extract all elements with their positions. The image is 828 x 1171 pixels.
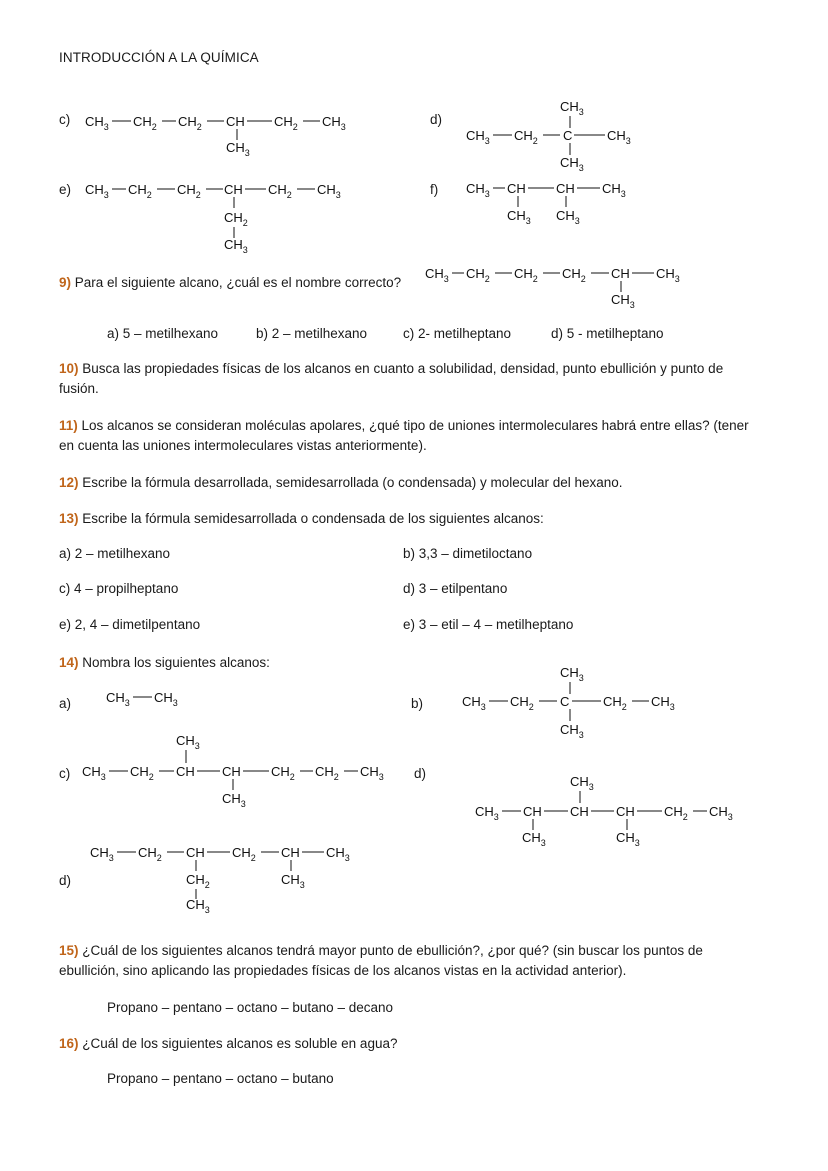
svg-text:CH: CH — [226, 114, 245, 129]
svg-text:C: C — [560, 694, 570, 709]
svg-text:CH3: $CH_3$ — [616, 830, 640, 848]
svg-text:CH2: $CH_2$ — [274, 114, 298, 132]
svg-text:CH3: $CH_3$ — [466, 128, 490, 146]
svg-text:CH2: $CH_2$ — [466, 266, 490, 284]
formula-e — [85, 182, 341, 255]
svg-text:CH2: $CH_2$ — [664, 804, 688, 822]
label-d: d) — [430, 112, 443, 127]
q14-label-b: b) — [411, 696, 424, 711]
q15-list: Propano – pentano – octano – butano – decano — [107, 1000, 393, 1015]
svg-text:CH3: $CH_3$ — [281, 872, 305, 890]
svg-text:CH3: $CH_3$ — [222, 791, 246, 809]
svg-text:CH3: $CH_3$ — [570, 774, 594, 792]
svg-text:CH2: $CH_2$ — [510, 694, 534, 712]
svg-text:CH3: $CH_3$ — [607, 128, 631, 146]
svg-text:CH3: $CH_3$ — [322, 114, 346, 132]
svg-text:C: C — [563, 128, 573, 143]
q13-item-e2: e) 3 – etil – 4 – metilheptano — [403, 617, 574, 632]
svg-text:CH: CH — [176, 764, 195, 779]
q9-option-a: a) 5 – metilhexano — [107, 326, 219, 341]
q9-number: 9) — [59, 275, 72, 290]
formula-q14-d — [475, 774, 733, 848]
q9-option-c: c) 2- metilheptano — [403, 326, 512, 341]
svg-text:CH3: $CH_3$ — [85, 182, 109, 200]
svg-text:CH2: $CH_2$ — [133, 114, 157, 132]
label-e: e) — [59, 182, 72, 197]
q14-text: Nombra los siguientes alcanos: — [78, 655, 270, 670]
label-c: c) — [59, 112, 71, 127]
svg-text:CH2: $CH_2$ — [562, 266, 586, 284]
svg-text:CH3: $CH_3$ — [475, 804, 499, 822]
svg-text:CH: CH — [281, 845, 300, 860]
page-header: INTRODUCCIÓN A LA QUÍMICA — [59, 50, 259, 65]
svg-text:CH2: $CH_2$ — [315, 764, 339, 782]
svg-text:CH: CH — [186, 845, 205, 860]
svg-text:CH2: $CH_2$ — [603, 694, 627, 712]
svg-text:CH3: $CH_3$ — [176, 733, 200, 751]
q13-item-d: d) 3 – etilpentano — [403, 581, 508, 596]
q16-text: ¿Cuál de los siguientes alcanos es soluble en agua? — [78, 1036, 398, 1051]
svg-text:CH3: $CH_3$ — [560, 722, 584, 740]
svg-text:CH2: $CH_2$ — [224, 210, 248, 228]
svg-text:CH3: $CH_3$ — [656, 266, 680, 284]
svg-text:CH2: $CH_2$ — [177, 182, 201, 200]
svg-text:CH3: $CH_3$ — [709, 804, 733, 822]
svg-text:CH3: $CH_3$ — [522, 830, 546, 848]
q12-number: 12) — [59, 475, 79, 490]
svg-text:CH3: $CH_3$ — [556, 208, 580, 226]
q11-number: 11) — [59, 418, 78, 433]
svg-text:CH2: $CH_2$ — [138, 845, 162, 863]
svg-text:CH3: $CH_3$ — [360, 764, 384, 782]
svg-text:CH3: $CH_3$ — [226, 140, 250, 158]
svg-text:CH3: $CH_3$ — [462, 694, 486, 712]
q16-number: 16) — [59, 1036, 79, 1051]
svg-text:CH: CH — [570, 804, 589, 819]
q9-option-b: b) 2 – metilhexano — [256, 326, 368, 341]
q9-text: Para el siguiente alcano, ¿cuál es el nombre correcto? — [71, 275, 402, 290]
svg-text:CH2: $CH_2$ — [178, 114, 202, 132]
svg-text:CH: CH — [556, 181, 575, 196]
svg-text:CH2: $CH_2$ — [268, 182, 292, 200]
svg-text:CH3: $CH_3$ — [560, 155, 584, 173]
svg-text:CH3: $CH_3$ — [611, 292, 635, 310]
q14-label-c: c) — [59, 766, 71, 781]
q10-number: 10) — [59, 361, 79, 376]
q12-text: Escribe la fórmula desarrollada, semidesarrollada (o condensada) y molecular del hexano. — [78, 475, 623, 490]
q14-label-d: d) — [414, 766, 427, 781]
svg-text:CH2: $CH_2$ — [186, 872, 210, 890]
formula-q14-b — [462, 665, 675, 740]
svg-text:CH: CH — [224, 182, 243, 197]
svg-text:CH2: $CH_2$ — [514, 266, 538, 284]
formula-f — [466, 181, 626, 226]
svg-text:CH2: $CH_2$ — [130, 764, 154, 782]
svg-text:CH3: $CH_3$ — [651, 694, 675, 712]
svg-text:CH: CH — [222, 764, 241, 779]
svg-text:CH3: $CH_3$ — [317, 182, 341, 200]
formula-q14-a — [106, 690, 178, 708]
q14-label-d2: d) — [59, 873, 72, 888]
svg-text:CH3: $CH_3$ — [85, 114, 109, 132]
q13-item-a: a) 2 – metilhexano — [59, 546, 171, 561]
svg-text:CH3: $CH_3$ — [560, 665, 584, 683]
svg-text:CH: CH — [507, 181, 526, 196]
q11-text: Los alcanos se consideran moléculas apolares, ¿qué tipo de uniones intermoleculares habrá entre ellas? (tener en cuenta las uniones intermoleculares vistas anteriormente). — [59, 418, 749, 453]
q15-number: 15) — [59, 943, 79, 958]
svg-text:CH3: $CH_3$ — [602, 181, 626, 199]
q13-item-b: b) 3,3 – dimetiloctano — [403, 546, 533, 561]
q14-number: 14) — [59, 655, 79, 670]
svg-text:CH3: $CH_3$ — [466, 181, 490, 199]
label-f: f) — [430, 182, 439, 197]
q10-text: Busca las propiedades físicas de los alcanos en cuanto a solubilidad, densidad, punto ebullición y punto de fusión. — [59, 361, 724, 396]
q15-text: ¿Cuál de los siguientes alcanos tendrá mayor punto de ebullición?, ¿por qué? (sin buscar los puntos de ebullición, sino aplicando las propiedades físicas de los alcanos vistas en la actividad anterior). — [59, 943, 703, 978]
svg-text:CH3: $CH_3$ — [507, 208, 531, 226]
svg-text:CH3: $CH_3$ — [106, 690, 130, 708]
q13-text: Escribe la fórmula semidesarrollada o condensada de los siguientes alcanos: — [78, 511, 544, 526]
svg-text:CH2: $CH_2$ — [128, 182, 152, 200]
formula-q9 — [425, 266, 680, 310]
q13-item-e1: e) 2, 4 – dimetilpentano — [59, 617, 201, 632]
svg-text:CH3: $CH_3$ — [326, 845, 350, 863]
q14-label-a: a) — [59, 696, 72, 711]
svg-text:CH3: $CH_3$ — [425, 266, 449, 284]
svg-text:CH3: $CH_3$ — [82, 764, 106, 782]
formula-q14-d2 — [90, 845, 350, 915]
formula-d — [466, 99, 631, 173]
svg-text:CH: CH — [611, 266, 630, 281]
q13-item-c: c) 4 – propilheptano — [59, 581, 179, 596]
formula-c — [85, 114, 346, 158]
svg-text:CH3: $CH_3$ — [224, 237, 248, 255]
q16-list: Propano – pentano – octano – butano — [107, 1071, 334, 1086]
svg-text:CH2: $CH_2$ — [514, 128, 538, 146]
svg-text:CH3: $CH_3$ — [186, 897, 210, 915]
svg-text:CH3: $CH_3$ — [90, 845, 114, 863]
svg-text:CH2: $CH_2$ — [232, 845, 256, 863]
svg-text:CH3: $CH_3$ — [560, 99, 584, 117]
svg-text:CH: CH — [523, 804, 542, 819]
formula-q14-c — [82, 733, 384, 809]
svg-text:CH3: $CH_3$ — [154, 690, 178, 708]
svg-text:CH2: $CH_2$ — [271, 764, 295, 782]
q13-number: 13) — [59, 511, 79, 526]
svg-text:CH: CH — [616, 804, 635, 819]
q9-option-d: d) 5 - metilheptano — [551, 326, 664, 341]
